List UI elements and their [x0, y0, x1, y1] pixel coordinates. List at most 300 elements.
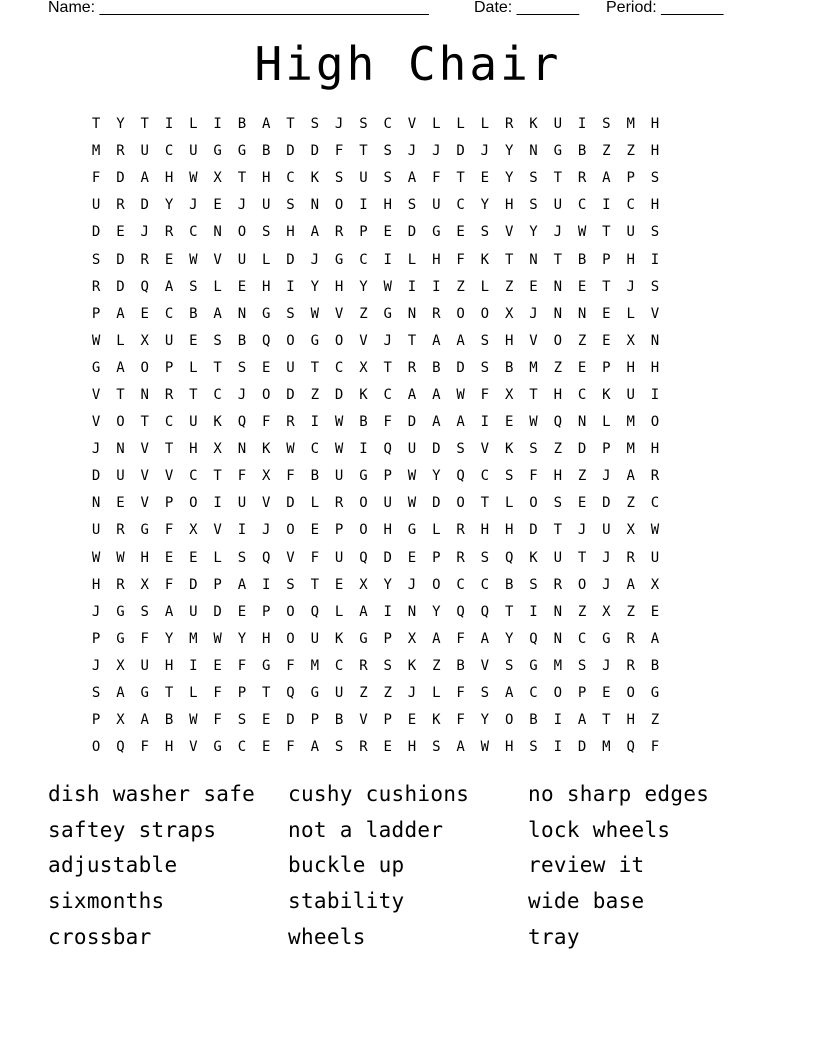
grid-letter[interactable]: Y [480, 197, 490, 214]
grid-letter[interactable]: Y [359, 278, 368, 295]
grid-letter[interactable]: S [91, 251, 101, 268]
grid-letter[interactable]: G [213, 739, 222, 756]
grid-letter[interactable]: M [189, 630, 198, 647]
grid-letter[interactable]: O [359, 495, 368, 512]
grid-letter[interactable]: Z [650, 712, 660, 729]
grid-letter[interactable]: P [432, 549, 441, 566]
grid-letter[interactable]: R [140, 251, 149, 268]
grid-letter[interactable]: J [237, 386, 247, 403]
grid-letter[interactable]: O [91, 739, 101, 756]
grid-letter[interactable]: G [334, 251, 344, 268]
grid-letter[interactable]: Z [553, 359, 562, 376]
grid-letter[interactable]: A [310, 224, 320, 241]
grid-letter[interactable]: S [504, 468, 514, 485]
grid-letter[interactable]: N [407, 305, 417, 322]
grid-letter[interactable]: Y [529, 224, 538, 241]
grid-letter[interactable]: F [262, 414, 271, 431]
grid-letter[interactable]: E [164, 251, 174, 268]
grid-letter[interactable]: F [529, 468, 538, 485]
grid-letter[interactable]: E [504, 414, 514, 431]
grid-letter[interactable]: P [164, 359, 174, 376]
grid-letter[interactable]: K [407, 657, 417, 674]
grid-letter[interactable]: E [577, 278, 587, 295]
grid-letter[interactable]: G [140, 522, 149, 539]
grid-letter[interactable]: C [310, 441, 320, 458]
grid-letter[interactable]: U [602, 522, 611, 539]
grid-letter[interactable]: C [334, 657, 344, 674]
grid-letter[interactable]: L [189, 359, 198, 376]
grid-letter[interactable]: C [189, 224, 198, 241]
grid-letter[interactable]: X [262, 468, 271, 485]
grid-letter[interactable]: S [480, 332, 490, 349]
grid-letter[interactable]: N [553, 630, 562, 647]
grid-letter[interactable]: O [262, 386, 271, 403]
grid-letter[interactable]: E [529, 278, 538, 295]
grid-letter[interactable]: H [650, 143, 660, 160]
grid-letter[interactable]: R [577, 170, 587, 187]
grid-letter[interactable]: A [164, 603, 174, 620]
grid-letter[interactable]: Y [504, 630, 514, 647]
grid-letter[interactable]: S [480, 549, 490, 566]
grid-letter[interactable]: U [553, 116, 562, 133]
grid-letter[interactable]: X [359, 359, 368, 376]
grid-letter[interactable]: F [456, 630, 465, 647]
grid-letter[interactable]: J [577, 522, 587, 539]
grid-letter[interactable]: Z [310, 386, 320, 403]
grid-letter[interactable]: A [116, 305, 125, 322]
grid-letter[interactable]: B [456, 657, 465, 674]
grid-letter[interactable]: R [334, 495, 344, 512]
grid-letter[interactable]: F [286, 657, 295, 674]
grid-letter[interactable]: E [164, 549, 174, 566]
grid-letter[interactable]: C [334, 359, 344, 376]
grid-letter[interactable]: X [213, 170, 222, 187]
grid-letter[interactable]: J [237, 197, 247, 214]
grid-letter[interactable]: A [480, 630, 490, 647]
grid-letter[interactable]: H [650, 197, 660, 214]
grid-letter[interactable]: D [116, 251, 125, 268]
grid-letter[interactable]: U [334, 549, 344, 566]
grid-letter[interactable]: S [650, 170, 660, 187]
grid-letter[interactable]: A [577, 712, 587, 729]
grid-letter[interactable]: D [602, 495, 611, 512]
grid-letter[interactable]: S [432, 739, 441, 756]
grid-letter[interactable]: H [432, 251, 441, 268]
grid-letter[interactable]: E [577, 359, 587, 376]
grid-letter[interactable]: S [237, 712, 247, 729]
grid-letter[interactable]: R [164, 224, 174, 241]
grid-letter[interactable]: C [189, 468, 198, 485]
grid-letter[interactable]: R [504, 116, 514, 133]
grid-letter[interactable]: S [553, 495, 562, 512]
grid-letter[interactable]: V [286, 549, 295, 566]
grid-letter[interactable]: T [553, 170, 562, 187]
grid-letter[interactable]: T [310, 576, 320, 593]
grid-letter[interactable]: T [213, 468, 222, 485]
grid-letter[interactable]: N [237, 441, 247, 458]
grid-letter[interactable]: F [456, 712, 465, 729]
grid-letter[interactable]: A [432, 630, 441, 647]
grid-letter[interactable]: G [213, 143, 222, 160]
grid-letter[interactable]: Q [286, 685, 295, 702]
grid-letter[interactable]: V [650, 305, 660, 322]
grid-letter[interactable]: U [140, 143, 149, 160]
grid-letter[interactable]: O [504, 712, 514, 729]
grid-letter[interactable]: C [529, 685, 538, 702]
grid-letter[interactable]: E [237, 278, 247, 295]
grid-letter[interactable]: C [383, 386, 392, 403]
grid-letter[interactable]: H [626, 251, 635, 268]
grid-letter[interactable]: W [310, 305, 320, 322]
grid-letter[interactable]: Q [553, 414, 562, 431]
grid-letter[interactable]: G [359, 468, 368, 485]
grid-letter[interactable]: O [432, 576, 441, 593]
grid-letter[interactable]: Z [626, 143, 635, 160]
grid-letter[interactable]: T [262, 685, 271, 702]
grid-letter[interactable]: O [456, 305, 465, 322]
grid-letter[interactable]: D [91, 468, 101, 485]
grid-letter[interactable]: T [383, 359, 392, 376]
grid-letter[interactable]: F [213, 712, 222, 729]
grid-letter[interactable]: E [480, 170, 490, 187]
grid-letter[interactable]: D [334, 386, 344, 403]
grid-letter[interactable]: R [626, 630, 635, 647]
grid-letter[interactable]: Q [310, 603, 320, 620]
grid-letter[interactable]: P [213, 576, 222, 593]
grid-letter[interactable]: B [189, 305, 198, 322]
grid-letter[interactable]: H [164, 657, 174, 674]
grid-letter[interactable]: W [91, 332, 101, 349]
grid-letter[interactable]: B [164, 712, 174, 729]
grid-letter[interactable]: H [504, 522, 514, 539]
grid-letter[interactable]: A [602, 170, 611, 187]
grid-letter[interactable]: S [383, 657, 392, 674]
grid-letter[interactable]: T [310, 359, 320, 376]
grid-letter[interactable]: X [189, 522, 198, 539]
grid-letter[interactable]: E [383, 224, 392, 241]
grid-letter[interactable]: N [650, 332, 660, 349]
grid-letter[interactable]: I [383, 603, 392, 620]
grid-letter[interactable]: U [237, 495, 247, 512]
grid-letter[interactable]: V [189, 739, 198, 756]
grid-letter[interactable]: S [189, 278, 198, 295]
grid-letter[interactable]: E [407, 712, 417, 729]
grid-letter[interactable]: I [359, 441, 368, 458]
grid-letter[interactable]: O [286, 603, 295, 620]
grid-letter[interactable]: P [359, 224, 368, 241]
grid-letter[interactable]: G [310, 332, 320, 349]
grid-letter[interactable]: C [383, 116, 392, 133]
grid-letter[interactable]: X [359, 576, 368, 593]
grid-letter[interactable]: E [310, 522, 320, 539]
grid-letter[interactable]: T [164, 685, 174, 702]
grid-letter[interactable]: V [140, 441, 149, 458]
grid-letter[interactable]: F [383, 414, 392, 431]
grid-letter[interactable]: H [504, 739, 514, 756]
grid-letter[interactable]: G [407, 522, 417, 539]
grid-letter[interactable]: H [334, 278, 344, 295]
grid-letter[interactable]: V [140, 495, 149, 512]
grid-letter[interactable]: S [383, 143, 392, 160]
grid-letter[interactable]: X [116, 657, 125, 674]
grid-letter[interactable]: E [262, 712, 271, 729]
grid-letter[interactable]: B [432, 359, 441, 376]
grid-letter[interactable]: I [480, 414, 490, 431]
grid-letter[interactable]: V [91, 414, 101, 431]
grid-letter[interactable]: P [602, 441, 611, 458]
grid-letter[interactable]: J [602, 657, 611, 674]
grid-letter[interactable]: D [286, 251, 295, 268]
grid-letter[interactable]: L [432, 685, 441, 702]
grid-letter[interactable]: R [116, 576, 125, 593]
grid-letter[interactable]: N [529, 251, 538, 268]
grid-letter[interactable]: A [432, 332, 441, 349]
grid-letter[interactable]: A [140, 170, 149, 187]
grid-letter[interactable]: J [140, 224, 149, 241]
grid-letter[interactable]: U [553, 197, 562, 214]
grid-letter[interactable]: G [359, 630, 368, 647]
grid-letter[interactable]: W [189, 712, 198, 729]
grid-letter[interactable]: O [334, 197, 344, 214]
grid-letter[interactable]: H [626, 359, 635, 376]
grid-letter[interactable]: O [334, 332, 344, 349]
grid-letter[interactable]: Q [626, 739, 635, 756]
grid-letter[interactable]: U [626, 224, 635, 241]
grid-letter[interactable]: H [91, 576, 101, 593]
grid-letter[interactable]: K [529, 549, 538, 566]
grid-letter[interactable]: O [286, 630, 295, 647]
grid-letter[interactable]: Z [359, 685, 368, 702]
grid-letter[interactable]: G [91, 359, 101, 376]
grid-letter[interactable]: B [359, 414, 368, 431]
grid-letter[interactable]: S [286, 305, 295, 322]
grid-letter[interactable]: O [237, 224, 247, 241]
grid-letter[interactable]: Q [529, 630, 538, 647]
grid-letter[interactable]: O [140, 359, 149, 376]
grid-letter[interactable]: O [577, 576, 587, 593]
grid-letter[interactable]: T [504, 251, 514, 268]
grid-letter[interactable]: S [237, 549, 247, 566]
grid-letter[interactable]: K [432, 712, 441, 729]
grid-letter[interactable]: J [553, 224, 562, 241]
grid-letter[interactable]: A [456, 332, 465, 349]
grid-letter[interactable]: D [407, 414, 417, 431]
grid-letter[interactable]: P [310, 712, 320, 729]
grid-letter[interactable]: D [310, 143, 320, 160]
grid-letter[interactable]: P [334, 522, 344, 539]
grid-letter[interactable]: B [577, 251, 587, 268]
grid-letter[interactable]: S [529, 170, 538, 187]
grid-letter[interactable]: J [310, 251, 320, 268]
grid-letter[interactable]: F [432, 170, 441, 187]
grid-letter[interactable]: E [262, 739, 271, 756]
grid-letter[interactable]: X [213, 441, 222, 458]
grid-letter[interactable]: O [480, 305, 490, 322]
grid-letter[interactable]: Z [626, 495, 635, 512]
grid-letter[interactable]: D [213, 603, 222, 620]
grid-letter[interactable]: I [529, 603, 538, 620]
grid-letter[interactable]: A [116, 359, 125, 376]
grid-letter[interactable]: T [140, 116, 149, 133]
grid-letter[interactable]: S [359, 116, 368, 133]
grid-letter[interactable]: L [432, 522, 441, 539]
grid-letter[interactable]: S [480, 224, 490, 241]
grid-letter[interactable]: R [432, 305, 441, 322]
grid-letter[interactable]: Z [359, 305, 368, 322]
grid-letter[interactable]: J [407, 143, 417, 160]
grid-letter[interactable]: E [650, 603, 660, 620]
grid-letter[interactable]: G [262, 305, 271, 322]
grid-letter[interactable]: D [456, 359, 465, 376]
grid-letter[interactable]: M [553, 657, 562, 674]
grid-letter[interactable]: O [626, 685, 635, 702]
grid-letter[interactable]: A [310, 739, 320, 756]
grid-letter[interactable]: L [262, 251, 271, 268]
grid-letter[interactable]: V [140, 468, 149, 485]
grid-letter[interactable]: R [116, 197, 125, 214]
grid-letter[interactable]: O [529, 495, 538, 512]
grid-letter[interactable]: G [602, 630, 611, 647]
grid-letter[interactable]: Q [262, 549, 271, 566]
grid-letter[interactable]: U [310, 630, 320, 647]
grid-letter[interactable]: S [480, 685, 490, 702]
grid-letter[interactable]: T [237, 170, 247, 187]
grid-letter[interactable]: W [334, 441, 344, 458]
grid-letter[interactable]: J [407, 685, 417, 702]
grid-letter[interactable]: R [650, 468, 660, 485]
grid-letter[interactable]: C [286, 170, 295, 187]
grid-letter[interactable]: F [334, 143, 344, 160]
grid-letter[interactable]: A [650, 630, 660, 647]
grid-letter[interactable]: J [432, 143, 441, 160]
grid-letter[interactable]: T [91, 116, 101, 133]
grid-letter[interactable]: L [504, 495, 514, 512]
grid-letter[interactable]: J [529, 305, 538, 322]
grid-letter[interactable]: H [286, 224, 295, 241]
grid-letter[interactable]: R [116, 143, 125, 160]
grid-letter[interactable]: R [164, 386, 174, 403]
grid-letter[interactable]: W [189, 251, 198, 268]
grid-letter[interactable]: F [286, 468, 295, 485]
grid-letter[interactable]: E [116, 495, 125, 512]
grid-letter[interactable]: S [213, 332, 222, 349]
grid-letter[interactable]: I [164, 116, 174, 133]
grid-letter[interactable]: V [164, 468, 174, 485]
grid-letter[interactable]: C [577, 197, 587, 214]
grid-letter[interactable]: L [480, 278, 490, 295]
grid-letter[interactable]: T [140, 414, 149, 431]
grid-letter[interactable]: E [140, 305, 149, 322]
grid-letter[interactable]: X [407, 630, 417, 647]
grid-letter[interactable]: W [577, 224, 587, 241]
grid-letter[interactable]: T [553, 522, 562, 539]
grid-letter[interactable]: X [504, 305, 514, 322]
grid-letter[interactable]: F [286, 739, 295, 756]
grid-letter[interactable]: V [262, 495, 271, 512]
grid-letter[interactable]: O [286, 332, 295, 349]
grid-letter[interactable]: Y [383, 576, 392, 593]
grid-letter[interactable]: O [359, 522, 368, 539]
grid-letter[interactable]: Q [456, 468, 465, 485]
grid-letter[interactable]: T [602, 224, 611, 241]
grid-letter[interactable]: F [237, 468, 247, 485]
grid-letter[interactable]: N [553, 278, 562, 295]
grid-letter[interactable]: A [164, 278, 174, 295]
grid-letter[interactable]: B [504, 576, 514, 593]
grid-letter[interactable]: J [407, 576, 417, 593]
grid-letter[interactable]: S [407, 197, 417, 214]
grid-letter[interactable]: O [456, 495, 465, 512]
grid-letter[interactable]: A [432, 414, 441, 431]
grid-letter[interactable]: U [650, 549, 660, 566]
grid-letter[interactable]: V [529, 332, 538, 349]
grid-letter[interactable]: D [383, 549, 392, 566]
grid-letter[interactable]: Q [480, 603, 490, 620]
grid-letter[interactable]: J [602, 576, 611, 593]
grid-letter[interactable]: T [529, 386, 538, 403]
grid-letter[interactable]: A [626, 576, 635, 593]
grid-letter[interactable]: C [626, 197, 635, 214]
grid-letter[interactable]: A [626, 468, 635, 485]
grid-letter[interactable]: A [432, 386, 441, 403]
grid-letter[interactable]: H [480, 522, 490, 539]
grid-letter[interactable]: S [91, 685, 101, 702]
grid-letter[interactable]: M [91, 143, 101, 160]
grid-letter[interactable]: D [286, 712, 295, 729]
grid-letter[interactable]: H [553, 468, 562, 485]
grid-letter[interactable]: S [286, 576, 295, 593]
grid-letter[interactable]: S [334, 739, 344, 756]
grid-letter[interactable]: G [262, 657, 271, 674]
grid-letter[interactable]: U [189, 414, 198, 431]
grid-letter[interactable]: R [286, 414, 295, 431]
grid-letter[interactable]: P [626, 170, 635, 187]
grid-letter[interactable]: L [432, 116, 441, 133]
grid-letter[interactable]: B [577, 143, 587, 160]
grid-letter[interactable]: R [456, 549, 465, 566]
grid-letter[interactable]: J [334, 116, 344, 133]
grid-letter[interactable]: E [237, 603, 247, 620]
grid-letter[interactable]: Y [504, 170, 514, 187]
grid-letter[interactable]: L [334, 603, 344, 620]
grid-letter[interactable]: R [626, 549, 635, 566]
grid-letter[interactable]: C [164, 305, 174, 322]
grid-letter[interactable]: E [213, 657, 222, 674]
grid-letter[interactable]: J [602, 549, 611, 566]
grid-letter[interactable]: L [189, 685, 198, 702]
grid-letter[interactable]: I [577, 116, 587, 133]
grid-letter[interactable]: S [529, 576, 538, 593]
grid-letter[interactable]: G [237, 143, 247, 160]
grid-letter[interactable]: W [407, 495, 417, 512]
grid-letter[interactable]: E [334, 576, 344, 593]
grid-letter[interactable]: G [432, 224, 441, 241]
grid-letter[interactable]: I [213, 495, 222, 512]
grid-letter[interactable]: F [650, 739, 660, 756]
grid-letter[interactable]: X [504, 386, 514, 403]
grid-letter[interactable]: K [359, 386, 368, 403]
grid-letter[interactable]: K [504, 441, 514, 458]
grid-letter[interactable]: Z [432, 657, 441, 674]
grid-letter[interactable]: F [213, 685, 222, 702]
grid-letter[interactable]: J [626, 278, 635, 295]
grid-letter[interactable]: B [529, 712, 538, 729]
grid-letter[interactable]: H [650, 441, 660, 458]
grid-letter[interactable]: A [456, 739, 465, 756]
grid-letter[interactable]: B [334, 712, 344, 729]
grid-letter[interactable]: U [116, 468, 125, 485]
grid-letter[interactable]: W [116, 549, 125, 566]
